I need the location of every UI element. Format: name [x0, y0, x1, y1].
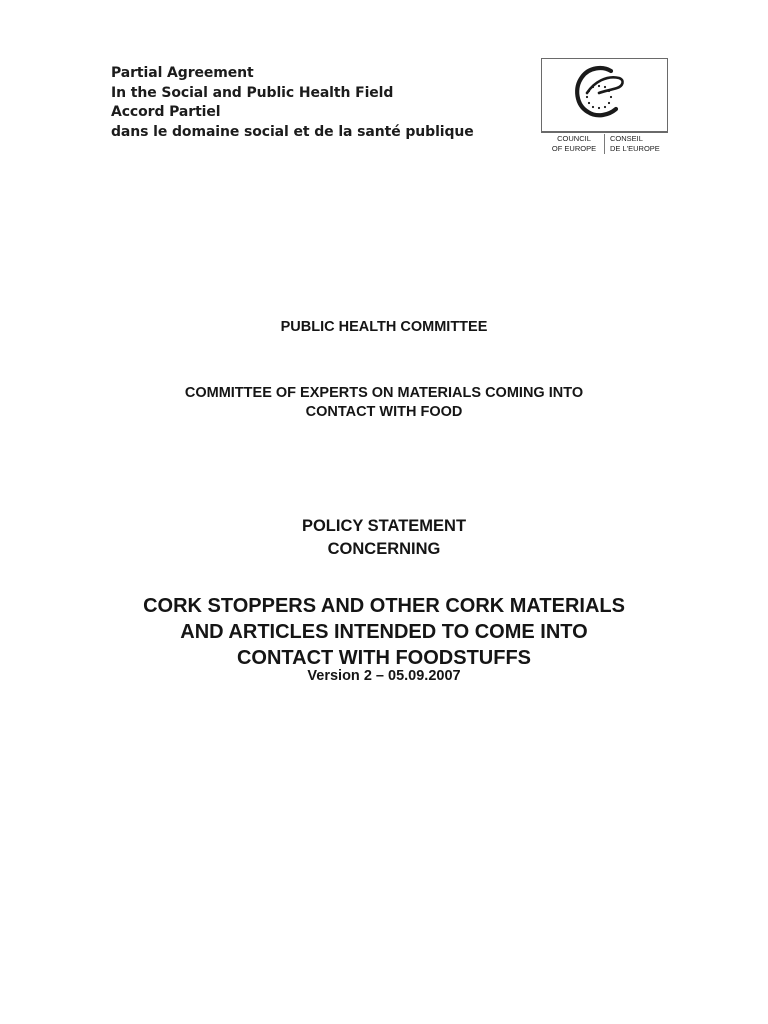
header-line: In the Social and Public Health Field: [111, 84, 394, 101]
logo-rule: [541, 132, 668, 133]
policy-title-line: CONCERNING: [327, 540, 441, 558]
experts-title-line: CONTACT WITH FOOD: [305, 404, 463, 420]
logo-text-line: CONSEIL: [610, 134, 643, 143]
logo-text-line: DE L'EUROPE: [610, 143, 660, 153]
logo-text-french: [610, 134, 668, 153]
committee-title: PUBLIC HEALTH COMMITTEE: [280, 319, 488, 335]
partial-agreement-header: [111, 64, 474, 142]
header-line: dans le domaine social et de la santé publique: [111, 123, 474, 140]
logo-text-line: COUNCIL: [557, 134, 591, 143]
subject-title-line: CORK STOPPERS AND OTHER CORK MATERIALS: [143, 595, 625, 617]
header-line: Accord Partiel: [111, 104, 221, 120]
subject-heading: [0, 593, 768, 671]
version-text: Version 2 – 05.09.2007: [307, 668, 461, 684]
committee-heading: [0, 318, 768, 336]
logo-text-english: [548, 134, 600, 153]
policy-heading: [0, 515, 768, 561]
subject-title-line: AND ARTICLES INTENDED TO COME INTO: [180, 621, 588, 643]
logo-text-line: OF EUROPE: [551, 143, 597, 153]
experts-title-line: COMMITTEE OF EXPERTS ON MATERIALS COMING INTO: [184, 385, 584, 401]
logo-divider: [604, 134, 605, 154]
council-of-europe-emblem-icon: [567, 62, 631, 126]
experts-heading: [0, 384, 768, 422]
policy-title-line: POLICY STATEMENT: [301, 517, 467, 535]
subject-title-line: CONTACT WITH FOODSTUFFS: [236, 647, 532, 669]
header-line: Partial Agreement: [111, 65, 254, 81]
version-label: [0, 667, 768, 685]
